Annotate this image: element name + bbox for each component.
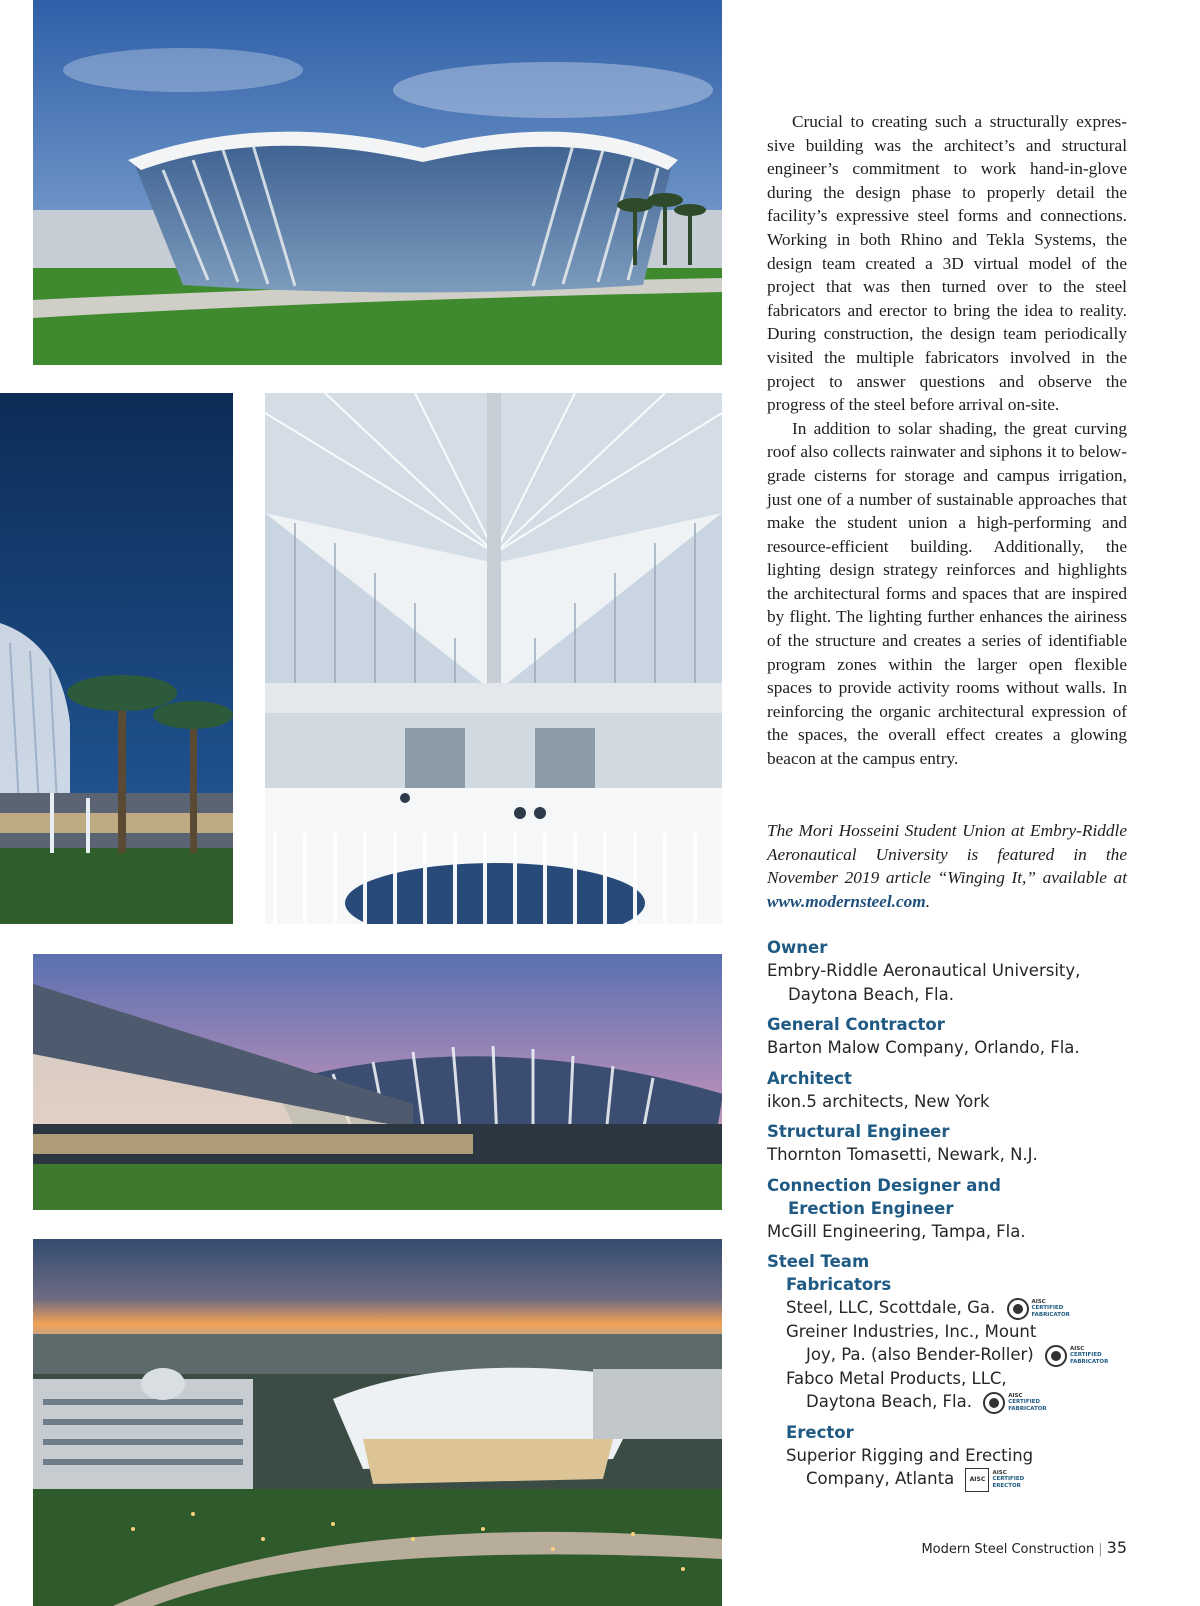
fab3-line-1: Fabco Metal Products, LLC, — [786, 1368, 1007, 1388]
badge-line: CERTIFIED — [1031, 1305, 1064, 1312]
owner-line-2: Daytona Beach, Fla. — [788, 984, 954, 1004]
photo-atrium-interior — [265, 393, 722, 924]
badge-line: CERTIFIED — [1008, 1399, 1040, 1406]
structural-engineer-value: Thornton Tomasetti, Newark, N.J. — [767, 1145, 1038, 1164]
photo-daytime-exterior — [33, 0, 722, 365]
aisc-certified-fabricator-badge — [1045, 1345, 1108, 1367]
owner-label: Owner — [767, 938, 828, 957]
fab2-line-2: Joy, Pa. (also Bender-Roller) — [806, 1345, 1034, 1364]
article-paragraph: Crucial to creating such a structurally expressive building was the architect’s and structural engineer’s commitment to work hand-in-glove during the design phase to properly detail the facility’s expressive steel forms and connections. Working in both Rhino and Tekla Systems, the design team created a 3D virtual model of the project that was then turned over to the steel fabricators and erector to bring the idea to reality. During construction, the design team periodically visited the multiple fabricators involved in the project to answer questions and observe the progress of the steel before arrival on-site. — [767, 112, 1127, 415]
fab3-line-2: Daytona Beach, Fla. — [806, 1392, 972, 1411]
fab1-text: Steel, LLC, Scottdale, Ga. — [786, 1298, 996, 1317]
article-body — [767, 110, 1127, 771]
badge-line: FABRICATOR — [1069, 1358, 1109, 1365]
fabricator-3 — [786, 1367, 1147, 1414]
badge-line: ERECTOR — [992, 1482, 1021, 1489]
photo-aerial-campus — [33, 1239, 722, 1606]
badge-line: FABRICATOR — [1008, 1405, 1047, 1412]
website-link[interactable]: www.modernsteel.com — [767, 891, 926, 911]
page-footer — [921, 1538, 1127, 1557]
gc-value: Barton Malow Company, Orlando, Fla. — [767, 1038, 1080, 1057]
connection-designer-label — [767, 1174, 1147, 1220]
owner-value — [767, 959, 1147, 1006]
structural-engineer-label: Structural Engineer — [767, 1122, 950, 1141]
cd-label-line-1: Connection Designer and — [767, 1175, 1001, 1195]
photo-dusk-exterior — [33, 954, 722, 1210]
architect-value: ikon.5 architects, New York — [767, 1091, 990, 1111]
badge-line: AISC — [1069, 1345, 1085, 1352]
erector-value — [786, 1444, 1147, 1492]
aisc-certified-fabricator-badge — [1007, 1298, 1070, 1320]
owner-line-1: Embry-Riddle Aeronautical University, — [767, 961, 1081, 980]
architect-label: Architect — [767, 1068, 852, 1088]
page-number: 35 — [1106, 1538, 1127, 1557]
aisc-logo-icon: AISC — [965, 1468, 989, 1492]
article-paragraph: In addition to solar shading, the great curving roof also collects rainwater and siphons it to below-grade cisterns for storage and campus irrigation, just one of a number of sustainable approaches that make the student union a high-performing and resource-efficient building. Additionally, the lighting design strategy reinforces and highlights the architectural forms and spaces that are inspired by flight. The lighting further enhances the airiness of the structure and creates a series of identifiable program zones within the larger open flexible spaces to provide activity rooms without walls. In reinforcing the organic architectural expression of the spaces, the overall effect creates a glowing beacon at the campus entry. — [767, 418, 1127, 769]
project-credits — [767, 936, 1147, 1492]
erector-line-1: Superior Rigging and Erecting — [786, 1445, 1034, 1465]
publication-name: Modern Steel Construction — [921, 1542, 1095, 1557]
steel-team-label: Steel Team — [767, 1252, 870, 1271]
photo-night-exterior — [0, 393, 233, 924]
aisc-certified-erector-badge — [965, 1468, 1024, 1492]
fabricator-2 — [786, 1320, 1147, 1367]
badge-line: AISC — [992, 1469, 1007, 1476]
fab2-line-1: Greiner Industries, Inc., Mount — [786, 1321, 1037, 1341]
gc-label: General Contractor — [767, 1015, 945, 1034]
cd-label-line-2: Erection Engineer — [788, 1198, 954, 1218]
fabricators-label: Fabricators — [786, 1275, 892, 1294]
folio-divider: | — [1098, 1542, 1103, 1557]
badge-line: CERTIFIED — [1069, 1352, 1102, 1359]
aisc-seal-icon — [983, 1392, 1005, 1414]
aisc-seal-icon — [1007, 1298, 1029, 1320]
erector-label: Erector — [786, 1422, 854, 1442]
note-text: The Mori Hosseini Student Union at Embry-Riddle Aeronautical University is featured in the November 2019 article “Winging It,” available at — [767, 821, 1127, 888]
note-end: . — [925, 891, 931, 911]
article-reference-note — [767, 819, 1127, 913]
aisc-certified-fabricator-badge — [983, 1392, 1046, 1414]
aisc-seal-icon — [1045, 1345, 1067, 1367]
erector-line-2: Company, Atlanta — [806, 1469, 955, 1488]
badge-line: FABRICATOR — [1031, 1311, 1070, 1318]
fabricator-1 — [786, 1296, 1147, 1320]
connection-designer-value: McGill Engineering, Tampa, Fla. — [767, 1221, 1026, 1241]
badge-line: AISC — [1008, 1392, 1023, 1399]
badge-line: AISC — [1031, 1298, 1046, 1305]
badge-line: CERTIFIED — [992, 1476, 1025, 1483]
